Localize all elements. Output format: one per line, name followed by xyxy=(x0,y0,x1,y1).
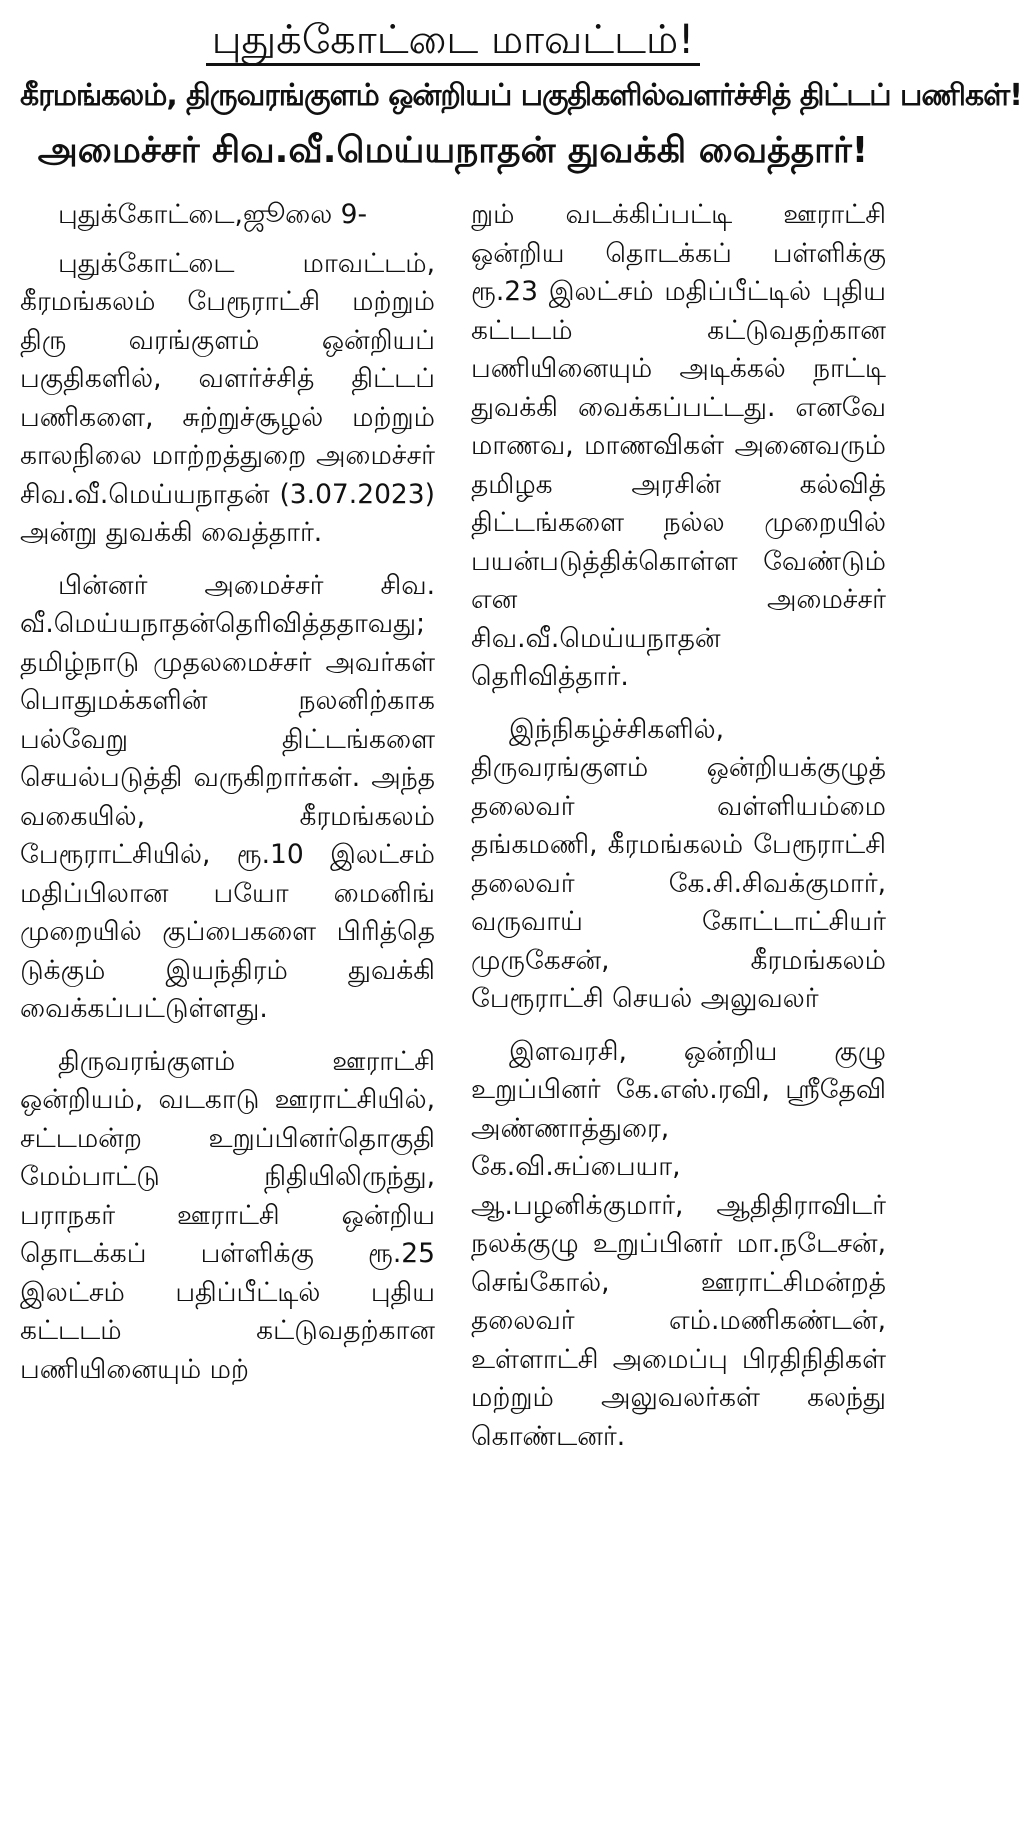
headline: கீரமங்கலம், திருவரங்குளம் ஒன்றியப் பகுதிகளில்வளர்ச்சித் திட்டப் பணிகள்! xyxy=(20,78,1022,113)
paragraph: இந்நிகழ்ச்சிகளில், திருவரங்குளம் ஒன்றியக்குழுத் தலைவர் வள்ளியம்மை தங்கமணி, கீரமங்கலம் பேரூராட்சி தலைவர் கே.சி.சிவக்குமார், வருவாய் கோட்டாட்சியர் முருகேசன், கீரமங்கலம் பேரூராட்சி செயல் அலுவலர் xyxy=(471,713,886,1014)
column-right xyxy=(471,196,886,1470)
column-left xyxy=(20,196,435,1470)
article-body xyxy=(20,196,886,1470)
subheadline: அமைச்சர் சிவ.வீ.மெய்யநாதன் துவக்கி வைத்தார்! xyxy=(37,130,869,171)
paragraph: பின்னர் அமைச்சர் சிவ. வீ.மெய்யநாதன்தெரிவித்ததாவது; தமிழ்நாடு முதலமைச்சர் அவர்கள் பொதுமக்களின் நலனிற்காக பல்வேறு திட்டங்களை செயல்படுத்தி வருகிறார்கள். அந்த வகையில், கீரமங்கலம் பேரூராட்சியில், ரூ.10 இலட்சம் மதிப்பிலான பயோ மைனிங் முறையில் குப்பைகளை பிரித்தெ டுக்கும் இயந்திரம் துவக்கி வைக்கப்பட்டுள்ளது. xyxy=(20,569,435,1024)
dateline: புதுக்கோட்டை,ஜூலை 9- xyxy=(58,199,368,230)
paragraph: திருவரங்குளம் ஊராட்சி ஒன்றியம், வடகாடு ஊராட்சியில், சட்டமன்ற உறுப்பினர்தொகுதி மேம்பாட்டு நிதியிலிருந்து, பராநகர் ஊராட்சி ஒன்றிய தொடக்கப் பள்ளிக்கு ரூ.25 இலட்சம் பதிப்பீட்டில் புதிய கட்டடம் கட்டுவதற்கான பணியினையும் மற் xyxy=(20,1045,435,1385)
kicker-text: புதுக்கோட்டை மாவட்டம்! xyxy=(206,17,700,66)
paragraph: றும் வடக்கிப்பட்டி ஊராட்சி ஒன்றிய தொடக்கப் பள்ளிக்கு ரூ.23 இலட்சம் மதிப்பீட்டில் புதிய கட்டடம் கட்டுவதற்கான பணியினையும் அடிக்கல் நாட்டி துவக்கி வைக்கப்பட்டது. எனவே மாணவ, மாணவிகள் அனைவரும் தமிழக அரசின் கல்வித் திட்டங்களை நல்ல முறையில் பயன்படுத்திக்கொள்ள வேண்டும் என அமைச்சர் சிவ.வீ.மெய்யநாதன் தெரிவித்தார். xyxy=(471,199,886,692)
kicker-title xyxy=(20,14,886,66)
paragraph: புதுக்கோட்டை மாவட்டம், கீரமங்கலம் பேரூராட்சி மற்றும் திரு வரங்குளம் ஒன்றியப் பகுதிகளில், வளர்ச்சித் திட்டப் பணிகளை, சுற்றுச்சூழல் மற்றும் காலநிலை மாற்றத்துறை அமைச்சர் சிவ.வீ.மெய்யநாதன் (3.07.2023) அன்று துவக்கி வைத்தார். xyxy=(20,247,435,548)
paragraph: இளவரசி, ஒன்றிய குழு உறுப்பினர் கே.எஸ்.ரவி, ஸ்ரீதேவி அண்ணாத்துரை, கே.வி.சுப்பையா, ஆ.பழனிக்குமார், ஆதிதிராவிடர் நலக்குழு உறுப்பினர் மா.நடேசன், செங்கோல், ஊராட்சிமன்றத் தலைவர் எம்.மணிகண்டன், உள்ளாட்சி அமைப்பு பிரதிநிதிகள் மற்றும் அலுவலர்கள் கலந்து கொண்டனர். xyxy=(471,1035,886,1452)
